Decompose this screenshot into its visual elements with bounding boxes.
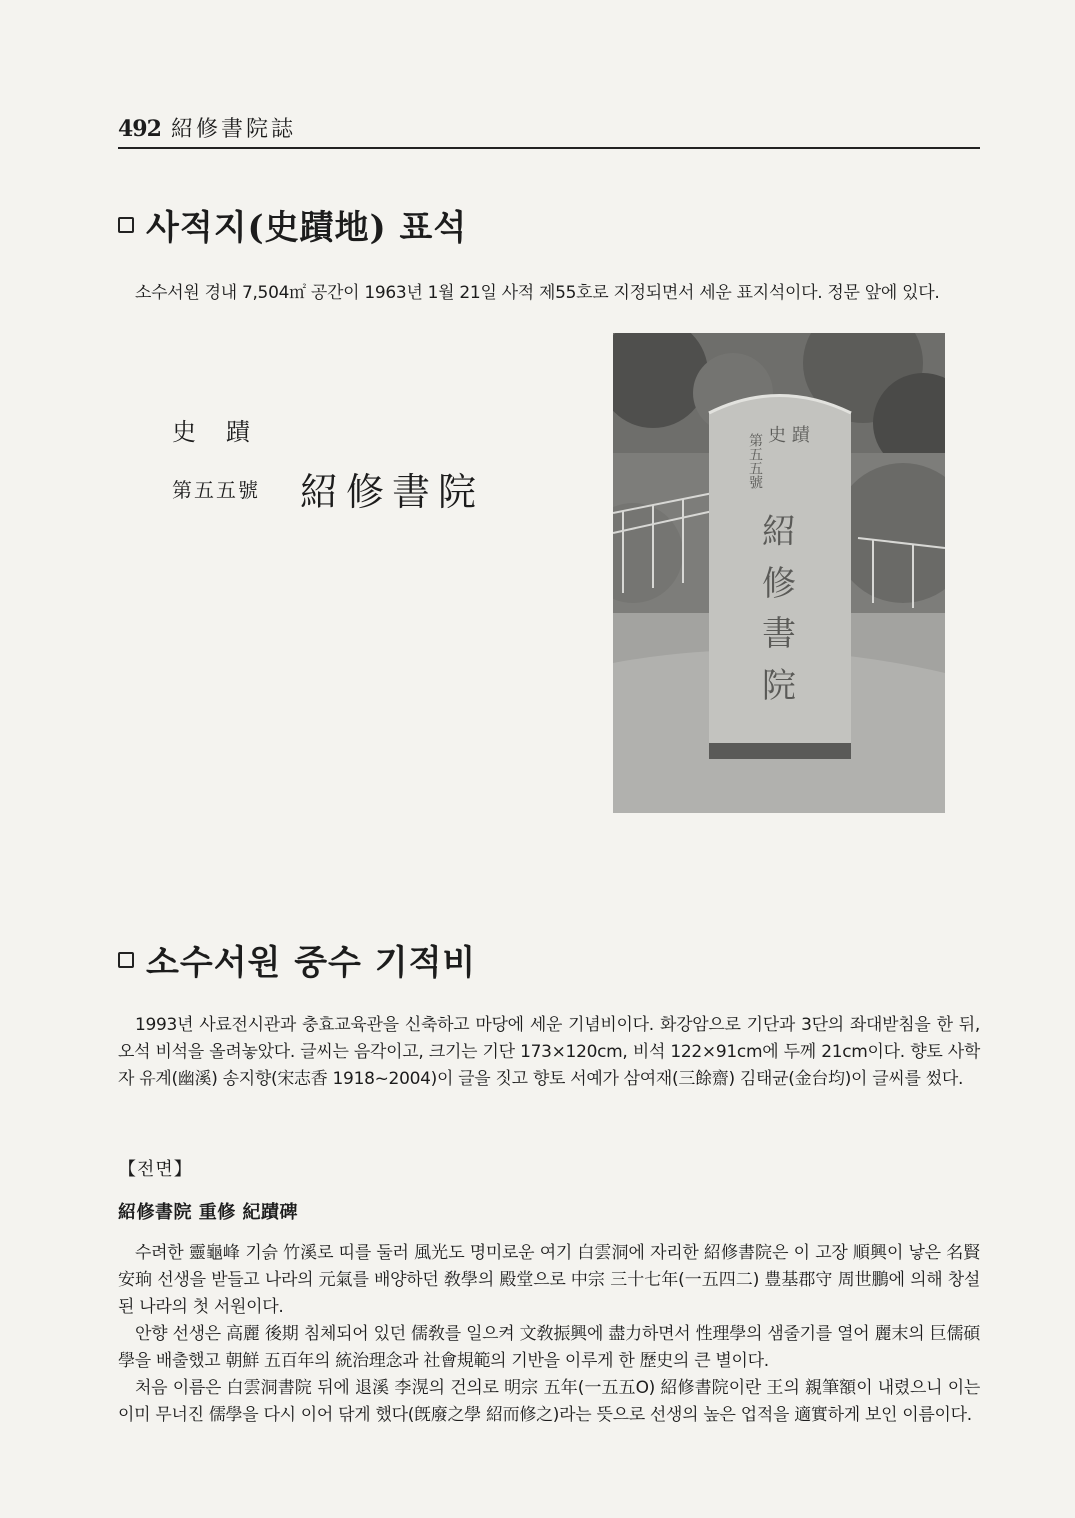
inscription-name: 紹修書院 xyxy=(300,470,485,514)
marker-stone-photo xyxy=(613,333,945,813)
page-number: 492 xyxy=(118,116,161,142)
section-title-restoration-monument xyxy=(118,935,476,984)
inscription-transcription xyxy=(172,412,484,516)
square-bullet-icon xyxy=(118,952,134,968)
front-side-heading: 紹修書院 重修 紀蹟碑 xyxy=(118,1202,299,1223)
front-side-label: 【전면】 xyxy=(118,1159,193,1180)
stone-char-1: 紹 xyxy=(762,512,796,552)
section1-paragraph: 소수서원 경내 7,504㎡ 공간이 1963년 1월 21일 사적 제55호로 지정되면서 세운 표지석이다. 정문 앞에 있다. xyxy=(135,283,940,303)
stone-char-2: 修 xyxy=(762,564,796,604)
section2-paragraph: 1993년 사료전시관과 충효교육관을 신축하고 마당에 세운 기념비이다. 화강암으로 기단과 3단의 좌대받침을 한 뒤, 오석 비석을 올려놓았다. 글씨는 음각이고, 크기는 기단 173×120cm, 비석 122×91cm에 두께 21cm이다. 향토 사학자 유계(幽溪) 송지향(宋志香 1918~2004)이 글을 짓고 향토 서예가 삼여재(三餘齋) 김태균(金台均)이 글씨를 썼다. xyxy=(118,1015,980,1089)
book-title: 紹修書院誌 xyxy=(170,117,296,142)
stone-char-3: 書 xyxy=(762,614,796,654)
front-paragraph: 수려한 靈龜峰 기슭 竹溪로 띠를 둘러 風光도 명미로운 여기 白雲洞에 자리한 紹修書院은 이 고장 順興이 낳은 名賢 安珦 선생을 받들고 나라의 元氣를 배양하던 敎學의 殿堂으로 中宗 三十七年(一五四二) 豊基郡守 周世鵬에 의해 창설된 나라의 첫 서원이다. xyxy=(118,1243,980,1317)
square-bullet-icon xyxy=(118,217,134,233)
inscription-number: 第五五號 xyxy=(172,478,260,502)
inscription-line-historic-site: 史蹟 xyxy=(172,418,280,446)
front-paragraph: 처음 이름은 白雲洞書院 뒤에 退溪 李滉의 건의로 明宗 五年(一五五O) 紹修書院이란 王의 親筆額이 내렸으니 이는 이미 무너진 儒學을 다시 이어 닦게 했다(旣廢之學 紹而修之)라는 뜻으로 선생의 높은 업적을 適實하게 보인 이름이다. xyxy=(118,1378,980,1425)
page-header xyxy=(118,112,980,149)
section-title-historic-site-marker xyxy=(118,200,467,249)
stone-side-text: 第五五號 xyxy=(747,433,763,489)
section-title-text: 사적지(史蹟地) 표석 xyxy=(146,208,468,248)
front-side-text xyxy=(118,1240,980,1429)
front-paragraph: 안향 선생은 高麗 後期 침체되어 있던 儒敎를 일으켜 文敎振興에 盡力하면서 性理學의 샘줄기를 열어 麗末의 巨儒碩學을 배출했고 朝鮮 五百年의 統治理念과 社會規範의 기반을 이루게 한 歷史의 큰 별이다. xyxy=(118,1324,980,1371)
section-title-text: 소수서원 중수 기적비 xyxy=(146,943,477,983)
stone-char-4: 院 xyxy=(762,666,796,706)
stone-top-text: 史 蹟 xyxy=(768,425,810,446)
